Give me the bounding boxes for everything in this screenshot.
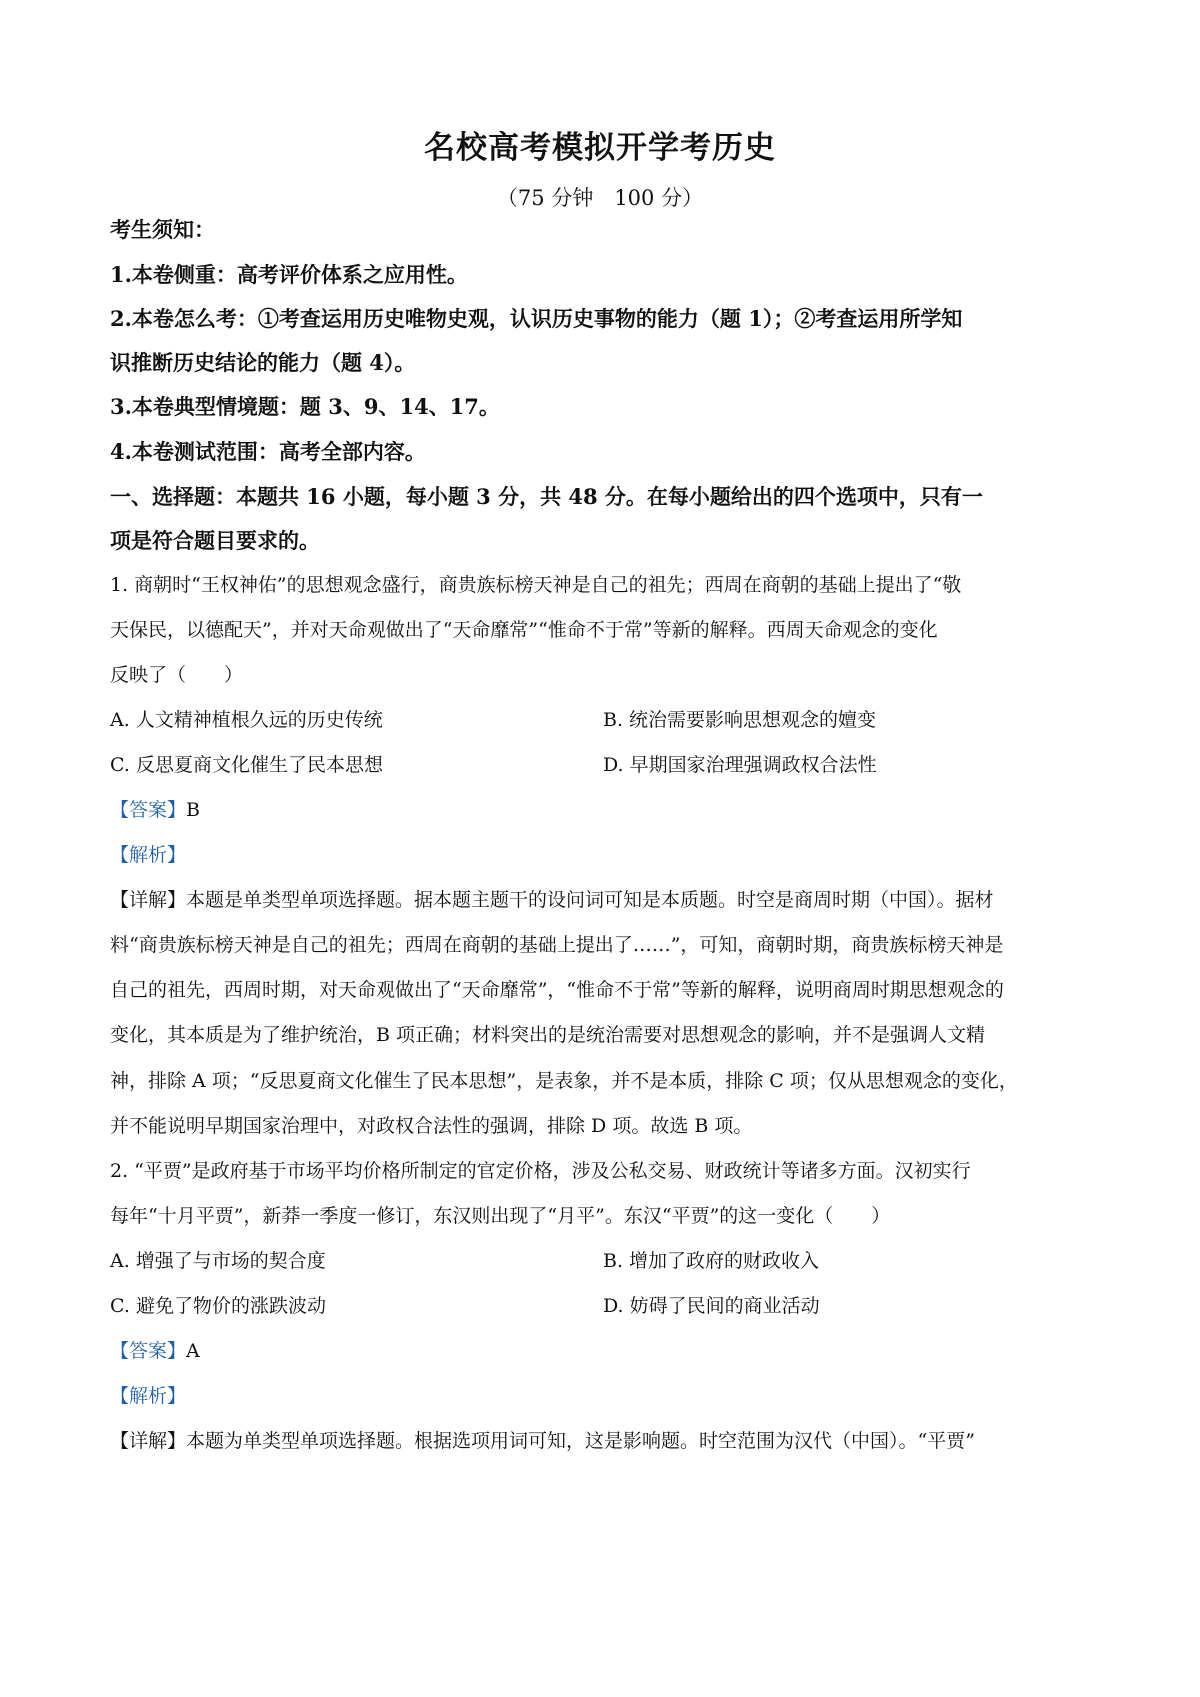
q1-detail-line-3: 自己的祖先，西周时期，对天命观做出了“天命靡常”，“惟命不于常”等新的解释，说明商周时期思想观念的 bbox=[110, 979, 1004, 1001]
q1-option-d: D. 早期国家治理强调政权合法性 bbox=[603, 754, 877, 776]
q1-answer-label: 【答案】 bbox=[110, 799, 187, 821]
q2-answer-value: A bbox=[186, 1340, 200, 1362]
q2-option-d: D. 妨碍了民间的商业活动 bbox=[603, 1295, 820, 1317]
q2-answer-label: 【答案】 bbox=[110, 1340, 187, 1362]
q1-analysis bbox=[110, 840, 186, 867]
q1-detail-line-6: 并不能说明早期国家治理中，对政权合法性的强调，排除 D 项。故选 B 项。 bbox=[110, 1115, 753, 1137]
q1-stem-line-1: 1. 商朝时“王权神佑”的思想观念盛行，商贵族标榜天神是自己的祖先；西周在商朝的基础上提出了“敬 bbox=[110, 574, 962, 596]
q1-option-c: C. 反思夏商文化催生了民本思想 bbox=[110, 754, 383, 776]
notice-item-2-line-2: 识推断历史结论的能力（题 4）。 bbox=[110, 350, 416, 375]
q2-answer bbox=[110, 1336, 200, 1363]
q2-detail-line-1 bbox=[110, 1426, 1090, 1453]
q2-detail-label: 【详解】 bbox=[110, 1430, 187, 1452]
section-heading-line-1: 一、选择题：本题共 16 小题，每小题 3 分，共 48 分。在每小题给出的四个选项中，只有一 bbox=[110, 484, 983, 509]
q1-option-a: A. 人文精神植根久远的历史传统 bbox=[110, 709, 383, 731]
q1-answer bbox=[110, 795, 200, 822]
q1-detail-line-4: 变化，其本质是为了维护统治，B 项正确；材料突出的是统治需要对思想观念的影响，并不是强调人文精 bbox=[110, 1024, 986, 1046]
q1-detail-line-5: 神，排除 A 项；“反思夏商文化催生了民本思想”，是表象，并不是本质，排除 C 项；仅从思想观念的变化， bbox=[110, 1070, 1018, 1092]
q2-stem-line-2: 每年“十月平贾”，新莽一季度一修订，东汉则出现了“月平”。东汉“平贾”的这一变化（ ） bbox=[110, 1205, 891, 1227]
q1-option-b: B. 统治需要影响思想观念的嬗变 bbox=[603, 709, 877, 731]
q2-option-c: C. 避免了物价的涨跌波动 bbox=[110, 1295, 326, 1317]
q1-detail-label: 【详解】 bbox=[110, 889, 187, 911]
q1-detail-text-1: 本题是单类型单项选择题。据本题主题干的设问词可知是本质题。时空是商周时期（中国）。据材 bbox=[186, 889, 994, 911]
q2-stem-line-1: 2. “平贾”是政府基于市场平均价格所制定的官定价格，涉及公私交易、财政统计等诸多方面。汉初实行 bbox=[110, 1160, 971, 1182]
q2-analysis bbox=[110, 1381, 186, 1408]
page-title: 名校高考模拟开学考历史 bbox=[424, 130, 776, 166]
section-heading-line-2: 项是符合题目要求的。 bbox=[110, 528, 320, 553]
notice-heading: 考生须知： bbox=[110, 217, 215, 242]
q1-detail-line-2: 料“商贵族标榜天神是自己的祖先；西周在商朝的基础上提出了……”，可知，商朝时期，商贵族标榜天神是 bbox=[110, 934, 1004, 956]
q1-detail-line-1 bbox=[110, 885, 1090, 912]
notice-item-2-line-1: 2.本卷怎么考：①考查运用历史唯物史观，认识历史事物的能力（题 1）；②考查运用所学知 bbox=[110, 306, 963, 331]
q2-option-b: B. 增加了政府的财政收入 bbox=[603, 1250, 820, 1272]
notice-item-1: 1.本卷侧重：高考评价体系之应用性。 bbox=[110, 262, 468, 287]
q2-option-a: A. 增强了与市场的契合度 bbox=[110, 1250, 326, 1272]
q1-answer-value: B bbox=[186, 799, 200, 821]
q1-stem-line-3: 反映了（ ） bbox=[110, 664, 244, 686]
notice-item-4: 4.本卷测试范围：高考全部内容。 bbox=[110, 439, 426, 464]
q1-stem-line-2: 天保民，以德配天”，并对天命观做出了“天命靡常”“惟命不于常”等新的解释。西周天命观念的变化 bbox=[110, 619, 938, 641]
page-subtitle: （75 分钟 100 分） bbox=[496, 186, 704, 210]
notice-item-3: 3.本卷典型情境题：题 3、9、14、17。 bbox=[110, 394, 500, 419]
q1-analysis-label: 【解析】 bbox=[110, 844, 187, 866]
q2-detail-text-1: 本题为单类型单项选择题。根据选项用词可知，这是影响题。时空范围为汉代（中国）。“平贾” bbox=[186, 1430, 975, 1452]
q2-analysis-label: 【解析】 bbox=[110, 1385, 187, 1407]
